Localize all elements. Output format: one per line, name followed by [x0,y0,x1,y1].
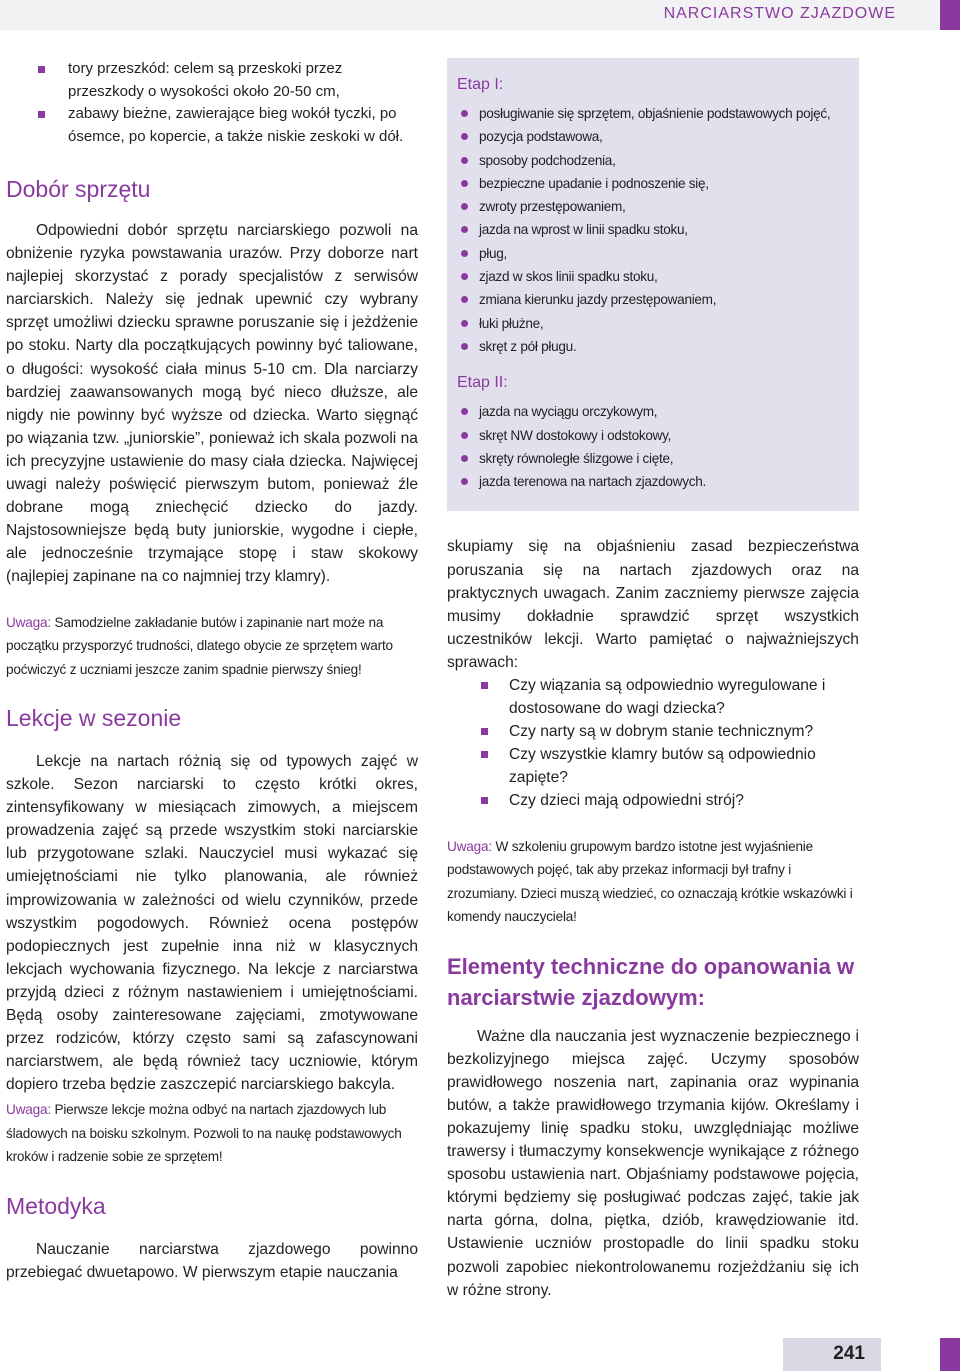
note-boots: Uwaga: Samodzielne zakładanie butów i zapinanie nart może na początku przysporzyć trudności, dlatego obycie ze sprzętem warto poćwiczyć z uczniami jeszcze zanim spadnie pierwszy śnieg! [6,614,393,677]
list-item: jazda na wprost w linii spadku stoku, [457,218,847,241]
dot-bullet-icon [461,226,468,233]
section-title-technical-elements: Elementy techniczne do opanowania w narciarstwie zjazdowym: [447,953,855,1010]
equipment-check-list [447,674,859,813]
list-item: Czy wszystkie klamry butów są odpowiednio zapięte? [447,743,859,789]
note-label: Uwaga: [447,838,492,854]
list-item: skręt NW dostokowy i odstokowy, [457,424,847,447]
list-item: jazda terenowa na nartach zjazdowych. [457,470,847,493]
dot-bullet-icon [461,343,468,350]
dot-bullet-icon [461,133,468,140]
list-item: tory przeszkód: celem są przeskoki przez przeszkody o wysokości około 20-50 cm, [6,58,418,103]
list-item: zwroty przestępowaniem, [457,195,847,218]
dot-bullet-icon [461,408,468,415]
list-item: zjazd w skos linii spadku stoku, [457,265,847,288]
note-group-training: Uwaga: W szkoleniu grupowym bardzo istotne jest wyjaśnienie podstawowych pojęć, tak aby przekaz informacji był trafny i zrozumiany. Dzieci muszą wiedzieć, co oznaczają krótkie wskazówki i komendy nauczyciela! [447,838,853,925]
running-header-title: NARCIARSTWO ZJAZDOWE [663,5,896,22]
square-bullet-icon [481,751,488,758]
stage-2-title: Etap II: [457,374,508,392]
square-bullet-icon [481,797,488,804]
list-item: sposoby podchodzenia, [457,149,847,172]
note-label: Uwaga: [6,1102,51,1118]
note-label: Uwaga: [6,614,51,630]
list-item: zmiana kierunku jazdy przestępowaniem, [457,288,847,311]
square-bullet-icon [38,66,45,73]
dot-bullet-icon [461,180,468,187]
dot-bullet-icon [461,273,468,280]
note-first-lessons: Uwaga: Pierwsze lekcje można odbyć na nartach zjazdowych lub śladowych na boisku szkolnym. Pozwoli to na naukę podstawowych kroków i radzenie sobie ze sprzętem! [6,1102,402,1165]
equipment-paragraph: Odpowiedni dobór sprzętu narciarskiego pozwoli na obniżenie ryzyka powstawania urazów. Przy doborze nart najlepiej skorzystać z porady specjalistów z serwisów narciarskich. Należy się jednak upewnić czy wybrany sprzęt umożliwi dziecku sprawne poruszanie się i jeżdżenie po stoku. Narty dla początkujących powinny być taliowane, o długości: wysokość ciała minus 5-10 cm. Dla narciarzy bardziej zaawansowanych mogą być nieco dłuższe, ale nigdy nie powinny być wyższe od dziecka. Warto sięgnąć po wiązania tzw. „juniorskie”, ponieważ ich skala pozwoli na ich precyzyjne ustawienie do masy ciała dziecka. Najwięcej uwagi należy poświęcić pierwszym butom, ponieważ źle dobrane mogą zniechęcić dziecko do jazdy. Najstosowniejsze będą buty juniorskie, wygodne i ciepłe, ale jednocześnie trzymające stopę i staw skokowy (najlepiej zapinane na co najmniej trzy klamry). [6,222,418,586]
technical-elements-paragraph: Ważne dla nauczania jest wyznaczenie bezpiecznego i bezkolizyjnego miejsca zajęć. Uczymy sposobów prawidłowego noszenia nart, zapinania oraz wypinania butów, a także prawidłowego trzymania kijów. Określamy i pokazujemy linię spadku stoku, uwzględniając możliwe trawersy i tłumaczymy konsekwencje wynikające z różnego sposobu ustawienia nart. Objaśniamy podstawowe pojęcia, którymi będziemy się posługiwać podczas zajęć, takie jak narta górna, dolna, piętka, dziób, krawędziowanie itd. Ustawienie uczniów prostopadle do linii spadku stoku pozwoli zapobiec niekontrolowanemu rozjeżdżaniu się ich w różne strony. [447,1027,859,1299]
page-number-box [783,1338,881,1371]
list-item: jazda na wyciągu orczykowym, [457,400,847,423]
list-item: łuki płużne, [457,312,847,335]
dot-bullet-icon [461,110,468,117]
page-header [0,0,960,30]
section-title-lessons: Lekcje w sezonie [6,705,182,731]
list-item: posługiwanie się sprzętem, objaśnienie podstawowych pojęć, [457,102,847,125]
list-item: skręt z pół pługu. [457,335,847,358]
stage-2-list [457,400,847,493]
list-item: skręty równoległe ślizgowe i cięte, [457,447,847,470]
lessons-paragraph: Lekcje na nartach różnią się od typowych zajęć w szkole. Sezon narciarski to często krótki okres, zintensyfikowany w miesiącach zimowych, a miejscem prowadzenia zajęć są przede wszystkim stoki narciarskie lub przygotowane szlaki. Nauczyciel musi wykazać się umiejętnościami nie tylko planowania, ale również improwizowania w zależności od wielu czynników, przede wszystkim pogodowych. Również ocena postępów podopiecznych jest zupełnie inna niż w klasycznych lekcjach wychowania fizycznego. Na lekcje z narciarstwa przyjdą dzieci z różnym nastawieniem i umiejętnościami. Będą osoby zainteresowane zajęciami, zmotywowane przez rodziców, którzy często sami są zafascynowani narciarstwem, ale będą również tacy uczniowie, którym dopiero trzeba będzie zaszczepić narciarskiego bakcyla. [6,753,418,1094]
list-item: Czy dzieci mają odpowiedni strój? [447,789,859,812]
stages-box [447,58,859,511]
dot-bullet-icon [461,203,468,210]
right-column [447,58,859,1302]
square-bullet-icon [481,728,488,735]
obstacle-list [6,58,418,148]
stage-1-title: Etap I: [457,76,504,93]
section-title-methodology: Metodyka [6,1192,106,1219]
dot-bullet-icon [461,296,468,303]
section-title-equipment: Dobór sprzętu [6,176,151,202]
square-bullet-icon [38,111,45,118]
list-item: pług, [457,242,847,265]
dot-bullet-icon [461,432,468,439]
header-accent-bar [940,0,960,30]
dot-bullet-icon [461,455,468,462]
dot-bullet-icon [461,478,468,485]
footer-accent-bar [940,1338,960,1371]
methodology-continued-paragraph: skupiamy się na objaśnieniu zasad bezpieczeństwa poruszania się na nartach zjazdowych oraz na praktycznych uwagach. Zanim zaczniemy pierwsze zajęcia musimy dokładnie sprawdzić sprzęt wszystkich uczestników lekcji. Warto pamiętać o najważniejszych sprawach: [447,538,859,671]
left-column [6,58,418,1284]
stage-1-list [457,102,847,358]
list-item: pozycja podstawowa, [457,125,847,148]
list-item: Czy narty są w dobrym stanie technicznym? [447,720,859,743]
square-bullet-icon [481,682,488,689]
dot-bullet-icon [461,250,468,257]
list-item: bezpieczne upadanie i podnoszenie się, [457,172,847,195]
dot-bullet-icon [461,157,468,164]
list-item: Czy wiązania są odpowiednio wyregulowane i dostosowane do wagi dziecka? [447,674,859,720]
dot-bullet-icon [461,320,468,327]
page-number: 241 [833,1343,865,1364]
list-item: zabawy bieżne, zawierające bieg wokół tyczki, po ósemce, po kopercie, a także niskie zeskoki w dół. [6,103,418,148]
methodology-paragraph: Nauczanie narciarstwa zjazdowego powinno przebiegać dwuetapowo. W pierwszym etapie nauczania [6,1240,418,1281]
